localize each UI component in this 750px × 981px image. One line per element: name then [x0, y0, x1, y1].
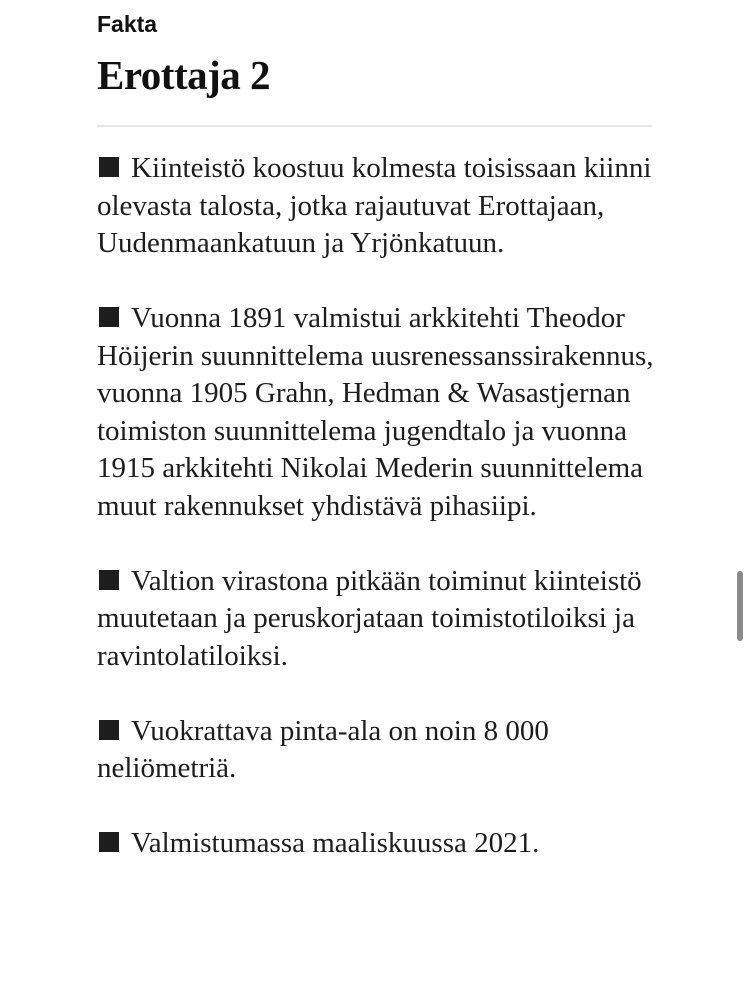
square-bullet-icon	[99, 570, 119, 590]
fact-item-text: Valmistumassa maaliskuussa 2021.	[131, 827, 540, 859]
fact-box-title: Erottaja 2	[97, 52, 271, 98]
fact-item	[97, 150, 657, 263]
square-bullet-icon	[99, 720, 119, 740]
fact-box-kicker: Fakta	[97, 11, 158, 37]
fact-item	[97, 300, 657, 525]
fact-item-text: Valtion virastona pitkään toiminut kiinteistö muutetaan ja peruskorjataan toimistotiloiksi ja ravintolatiloiksi.	[97, 564, 642, 672]
fact-item-text: Vuokrattava pinta-ala on noin 8 000 neliömetriä.	[97, 714, 549, 784]
fact-item	[97, 825, 657, 863]
title-divider	[97, 125, 652, 127]
fact-item	[97, 563, 657, 676]
fact-item	[97, 713, 657, 788]
scrollbar-thumb[interactable]	[737, 571, 743, 641]
fact-item-text: Vuonna 1891 valmistui arkkitehti Theodor Höijerin suunnittelema uusrenessanssirakennus, vuonna 1905 Grahn, Hedman & Wasastjernan toimiston suunnittelema jugendtalo ja vuonna 1915 arkkitehti Nikolai Mederin suunnittelema muut rakennukset yhdistävä pihasiipi.	[97, 302, 654, 522]
square-bullet-icon	[99, 157, 119, 177]
fact-item-text: Kiinteistö koostuu kolmesta toisissaan kiinni olevasta talosta, jotka rajautuvat Erottajaan, Uudenmaankatuun ja Yrjönkatuun.	[97, 152, 652, 259]
square-bullet-icon	[99, 307, 119, 327]
square-bullet-icon	[99, 832, 119, 852]
fact-list	[97, 150, 657, 900]
